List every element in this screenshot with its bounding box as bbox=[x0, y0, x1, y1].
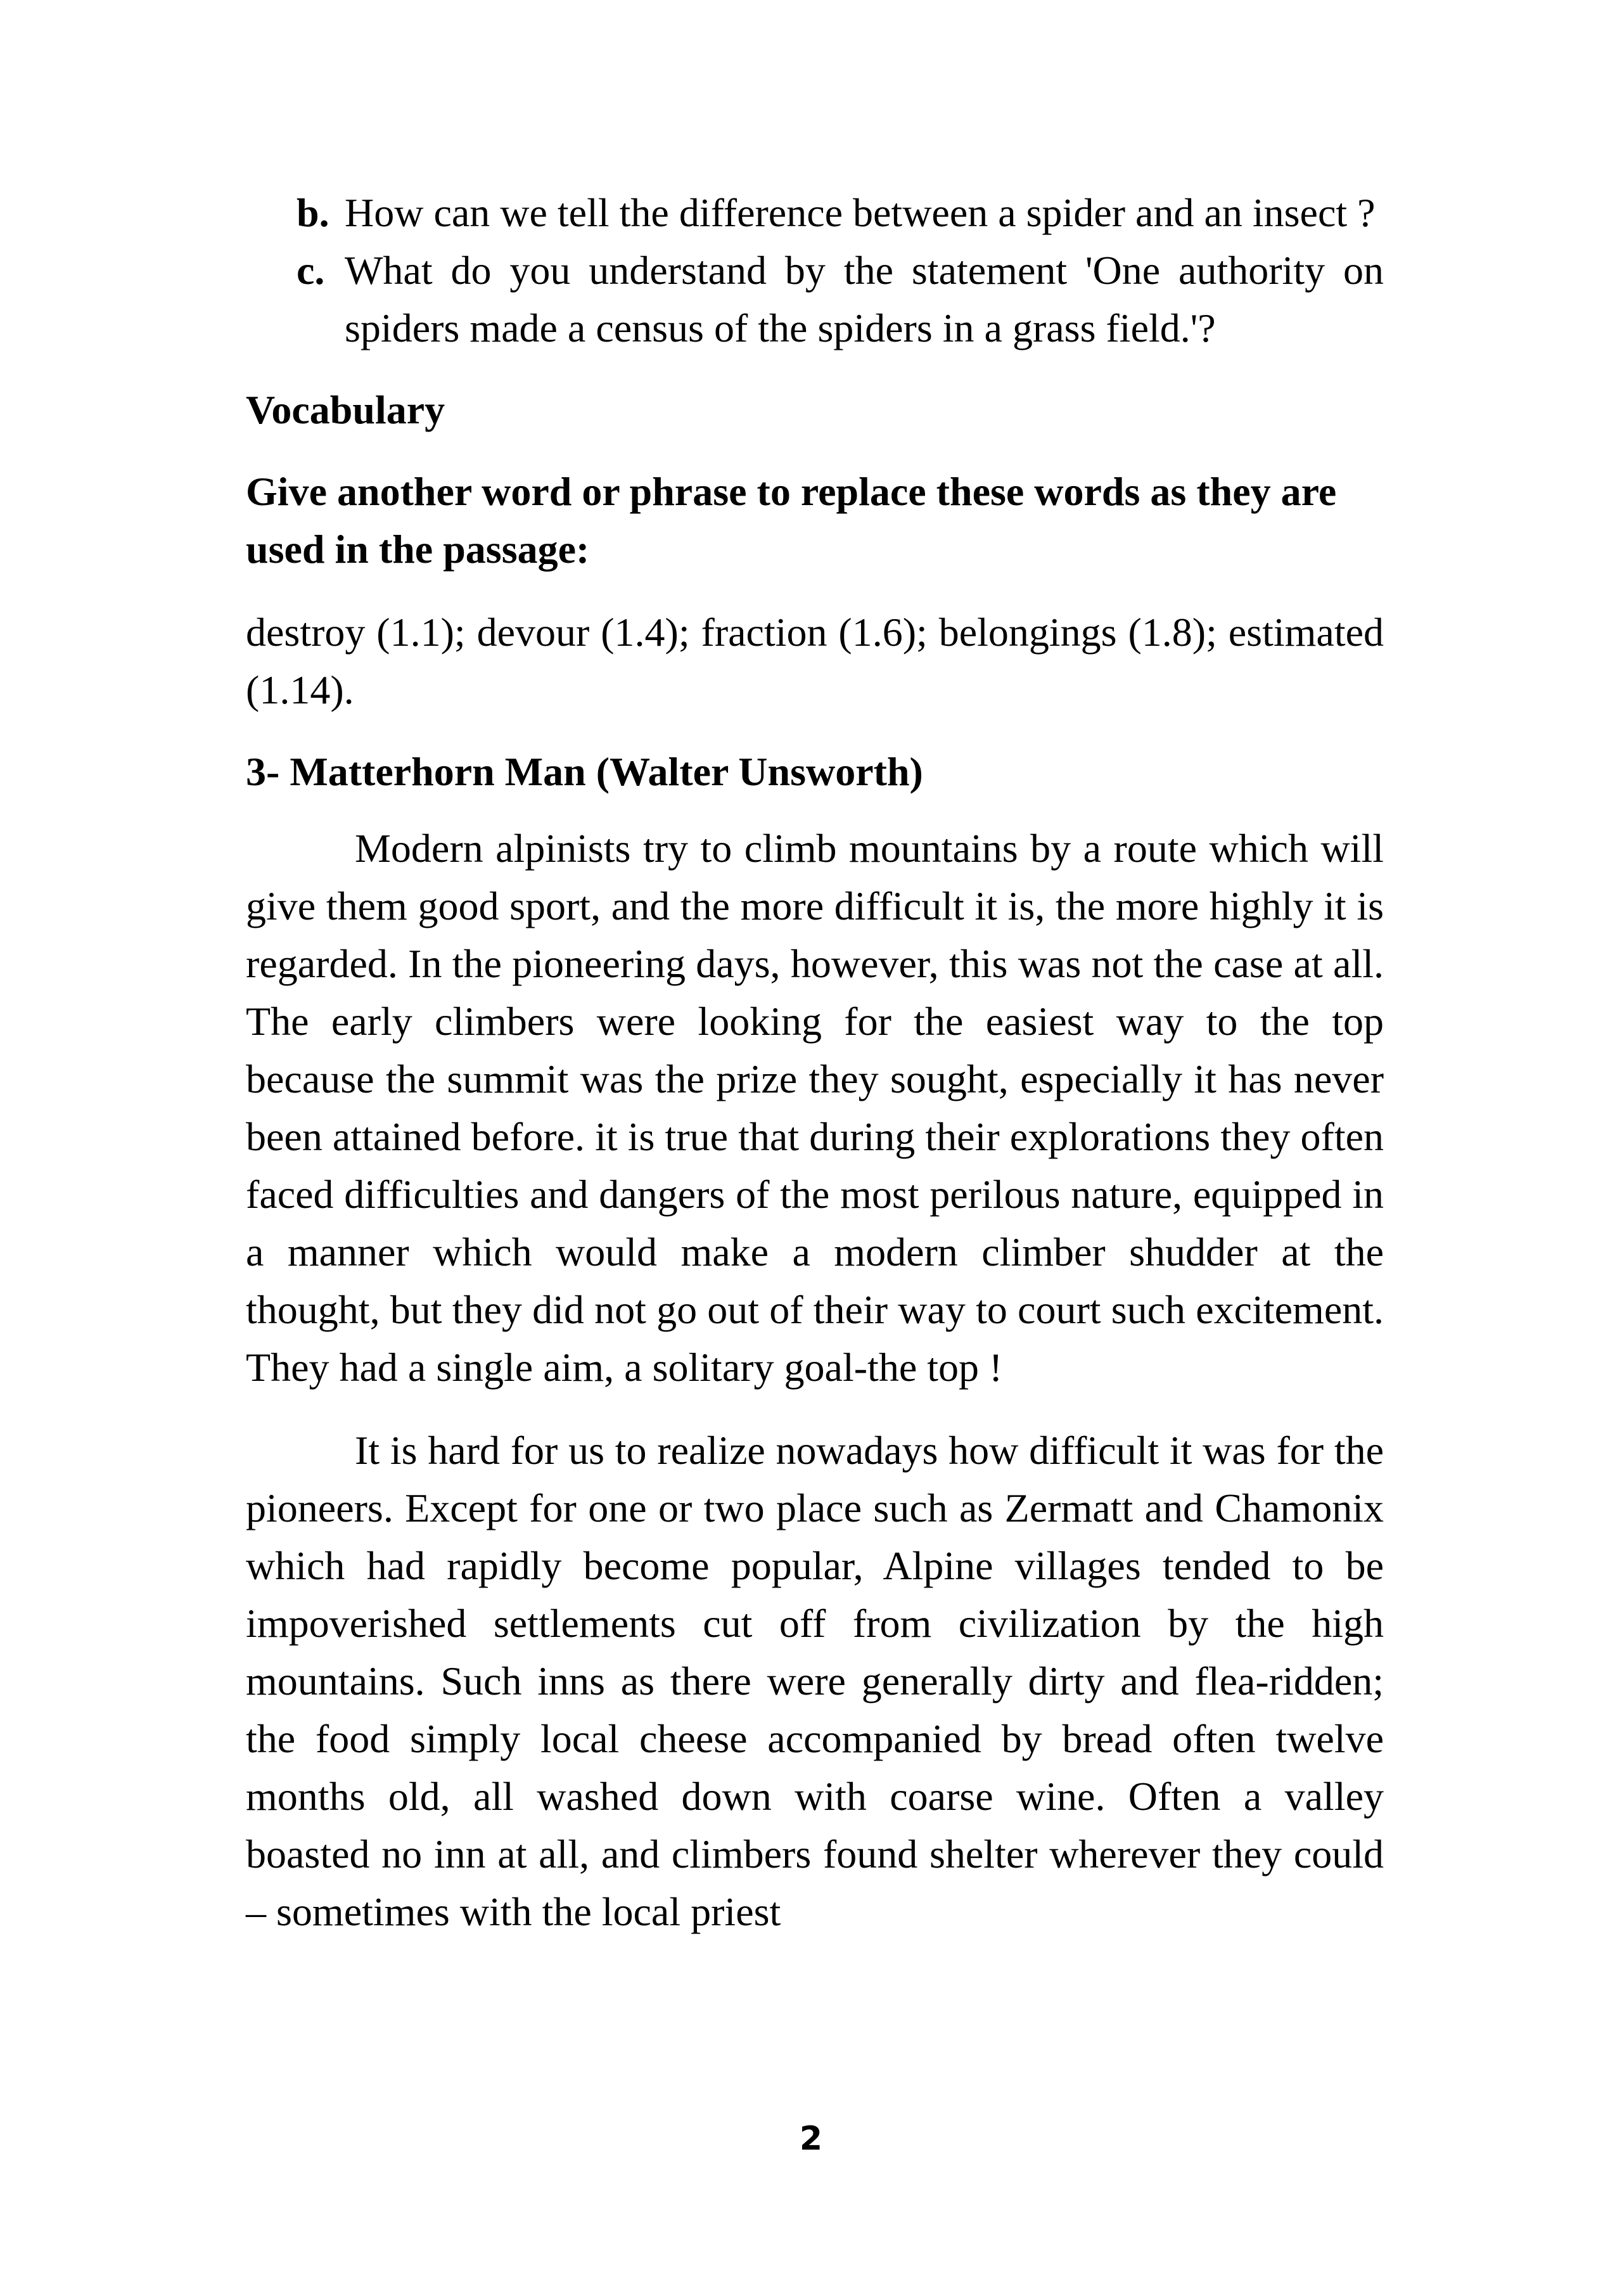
section-title: 3- Matterhorn Man (Walter Unsworth) bbox=[246, 749, 923, 794]
question-text: What do you understand by the statement 'One authority on spiders made a census of the spiders in a grass field.'? bbox=[345, 248, 1384, 350]
question-letter: c. bbox=[297, 248, 325, 293]
passage-paragraph: It is hard for us to realize nowadays how difficult it was for the pioneers. Except for one or two place such as Zermatt and Chamonix which had rapidly become popular, Alpine villages tended to be impoverished settlements cut off from civilization by the high mountains. Such inns as there were generally dirty and flea-ridden; the food simply local cheese accompanied by bread often twelve months old, all washed down with coarse wine. Often a valley boasted no inn at all, and climbers found shelter wherever they could – sometimes with the local priest bbox=[246, 1428, 1384, 1934]
page-content bbox=[246, 184, 1384, 1940]
vocabulary-instruction: Give another word or phrase to replace these words as they are used in the passage: bbox=[246, 469, 1337, 572]
question-item bbox=[246, 241, 1384, 357]
page-number: 2 bbox=[799, 2120, 823, 2158]
question-item bbox=[246, 184, 1384, 241]
question-letter: b. bbox=[297, 190, 329, 235]
question-text: How can we tell the difference between a spider and an insect ? bbox=[345, 190, 1376, 235]
vocabulary-word-list: destroy (1.1); devour (1.4); fraction (1.6); belongings (1.8); estimated (1.14). bbox=[246, 610, 1384, 712]
question-list bbox=[246, 184, 1384, 357]
vocabulary-heading: Vocabulary bbox=[246, 387, 445, 432]
passage-paragraph: Modern alpinists try to climb mountains by a route which will give them good sport, and the more difficult it is, the more highly it is regarded. In the pioneering days, however, this was not the case at all. The early climbers were looking for the easiest way to the top because the summit was the prize they sought, especially it has never been attained before. it is true that during their explorations they often faced difficulties and dangers of the most perilous nature, equipped in a manner which would make a modern climber shudder at the thought, but they did not go out of their way to court such excitement. They had a single aim, a solitary goal-the top ! bbox=[246, 826, 1384, 1390]
